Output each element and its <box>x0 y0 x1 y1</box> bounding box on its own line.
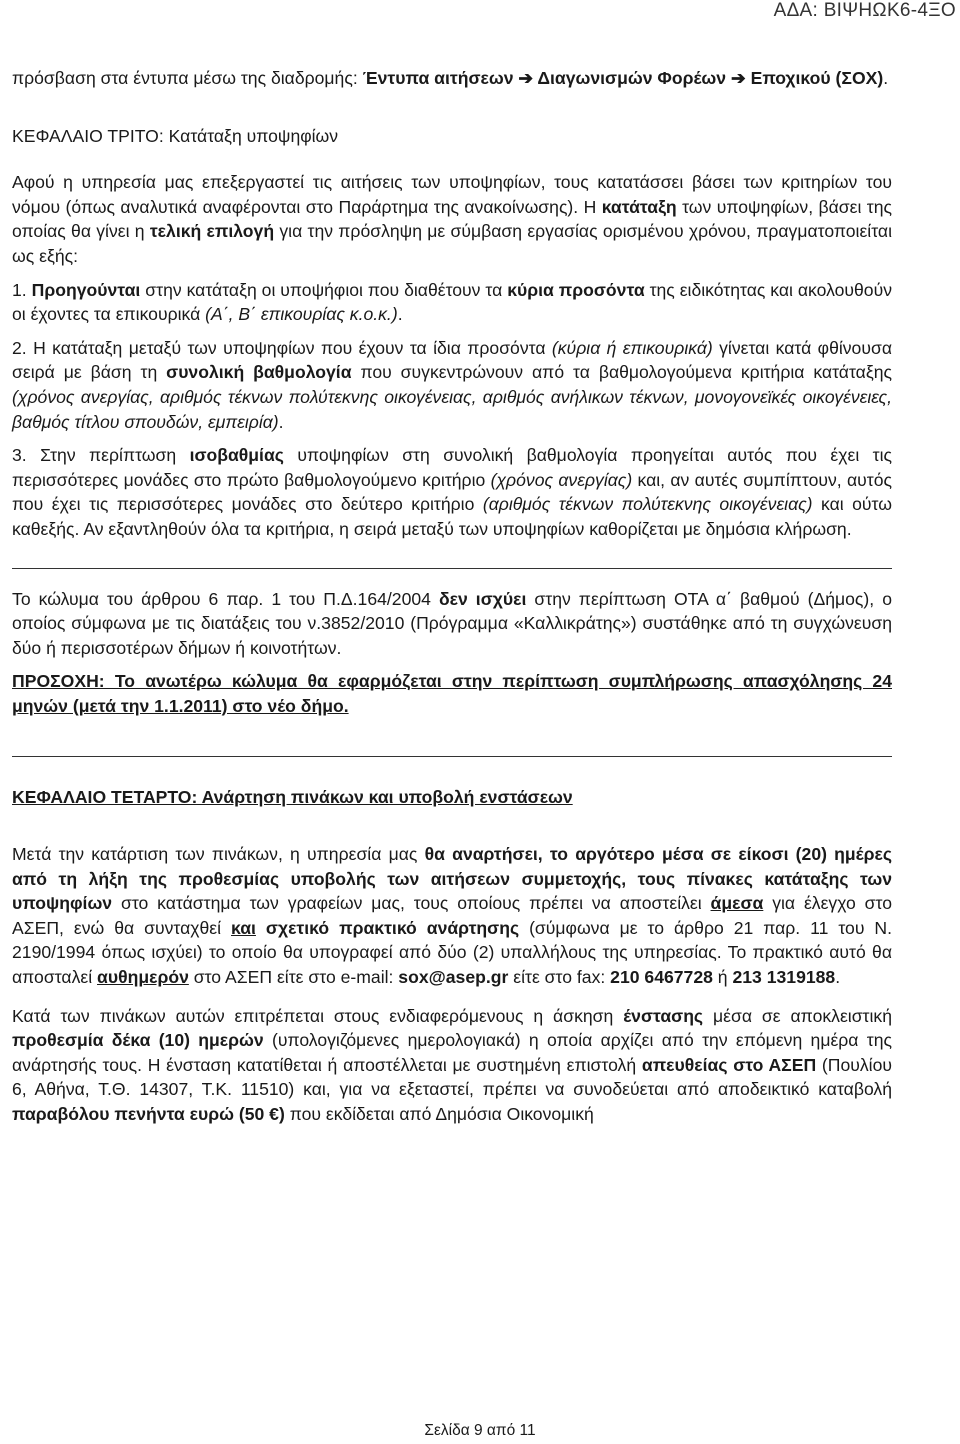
notice-box <box>12 568 892 719</box>
intro-paragraph: πρόσβαση στα έντυπα μέσω της διαδρομής: Έντυπα αιτήσεων ➔ Διαγωνισμών Φορέων ➔ Εποχικού (ΣΟΧ). <box>12 68 889 88</box>
chapter-4-paragraph-2: Κατά των πινάκων αυτών επιτρέπεται στους ενδιαφερόμενους η άσκηση ένστασης μέσα σε αποκλειστική προθεσμία δέκα (10) ημερών (υπολογιζόμενες ημερολογιακά) η οποία αρχίζει από την επόμενη ημέρα της ανάρτησής τους. Η ένσταση κατατίθεται ή αποστέλλεται με συστημένη επιστολή απευθείας στο ΑΣΕΠ (Πουλίου 6, Αθήνα, Τ.Θ. 14307, Τ.Κ. 11510) και, για να εξεταστεί, πρέπει να συνοδεύεται από αποδεικτικό καταβολή παραβόλου πενήντα ευρώ (50 €) που εκδίδεται από Δημόσια Οικονομική <box>12 1005 892 1124</box>
chapter-4-paragraph-1: Μετά την κατάρτιση των πινάκων, η υπηρεσία μας θα αναρτήσει, το αργότερο μέσα σε είκοσι (20) ημέρες από τη λήξη της προθεσμίας υποβολής των αιτήσεων συμμετοχής, τους πίνακες κατάταξης των υποψηφίων στο κατάστημα των γραφείων μας, τους οποίους πρέπει να αποστείλει άμεσα για έλεγχο στο ΑΣΕΠ, ενώ θα συνταχθεί και σχετικό πρακτικό ανάρτησης (σύμφωνα με το άρθρο 21 παρ. 11 του Ν. 2190/1994 όπως ισχύει) το οποίο θα υπογραφεί από δύο (2) υπαλλήλους της υπηρεσίας. Το πρακτικό αυτό θα αποσταλεί αυθημερόν στο ΑΣΕΠ είτε στο e-mail: sox@asep.gr είτε στο fax: 210 6467728 ή 213 1319188. <box>12 844 893 988</box>
chapter-4-section <box>12 756 892 1126</box>
criteria-item-3: 3. Στην περίπτωση ισοβαθμίας υποψηφίων στη συνολική βαθμολογία προηγείται αυτός που έχει τις περισσότερες μονάδες στο πρώτο βαθμολογούμενο κριτήριο (χρόνος ανεργίας) και, αν αυτές συμπίπτουν, αυτός που έχει τις περισσότερες μονάδες στο δεύτερο κριτήριο (αριθμός τέκνων πολύτεκνης οικογένειας) και ούτω καθεξής. Αν εξαντληθούν όλα τα κριτήρια, η σειρά μεταξύ των υποψηφίων καθορίζεται με δημόσια κλήρωση. <box>12 445 892 539</box>
arrow-icon: ➔ <box>513 68 538 88</box>
path-competitions: Διαγωνισμών Φορέων <box>537 68 727 88</box>
chapter-3-paragraph: Αφού η υπηρεσία μας επεξεργαστεί τις αιτήσεις των υποψηφίων, τους κατατάσσει βάσει των κριτηρίων του νόμου (όπως αναλυτικά αναφέρονται στο Παράρτημα της ανακοίνωσης). Η κατάταξη των υποψηφίων, βάσει της οποίας θα γίνει η τελική επιλογή για την πρόσληψη με σύμβαση εργασίας ορισμένου χρόνου, πραγματοποιείται ως εξής: <box>12 172 893 266</box>
criteria-item-2: 2. Η κατάταξη μεταξύ των υποψηφίων που έχουν τα ίδια προσόντα (κύρια ή επικουρικά) γίνεται κατά φθίνουσα σειρά με βάση τη συνολική βαθμολογία που συγκεντρώνουν από τα βαθμολογούμενα κριτήρια κατάταξης (χρόνος ανεργίας, αριθμός τέκνων πολύτεκνης οικογένειας, αριθμός ανήλικων τέκνων, μονογονεϊκές οικογένειες, βαθμός τίτλου σπουδών, εμπειρία). <box>12 337 892 432</box>
ada-code: ΑΔΑ: ΒΙΨΗΩΚ6-4ΞΟ <box>773 0 956 21</box>
email-address: sox@asep.gr <box>398 967 509 988</box>
path-forms: Έντυπα αιτήσεων <box>362 68 514 88</box>
criteria-item-1: 1. Προηγούνται στην κατάταξη οι υποψήφιοι που διαθέτουν τα κύρια προσόντα της ειδικότητας και ακολουθούν οι έχοντες τα επικουρικά (Α΄, Β΄ επικουρίας κ.ο.κ.). <box>12 279 893 325</box>
path-seasonal: Εποχικού (ΣΟΧ) <box>750 68 884 88</box>
document-body <box>12 66 892 1127</box>
notice-paragraph: Το κώλυμα του άρθρου 6 παρ. 1 του Π.Δ.164/2004 δεν ισχύει στην περίπτωση ΟΤΑ α΄ βαθμού (Δήμος), ο οποίος σύμφωνα με τις διατάξεις του ν.3852/2010 (Πρόγραμμα «Καλλικράτης») συστάθηκε από τη συγχώνευση δύο ή περισσοτέρων δήμων ή κοινοτήτων. <box>12 588 892 658</box>
chapter-3-title: ΚΕΦΑΛΑΙΟ ΤΡΙΤΟ: Κατάταξη υποψηφίων <box>12 125 339 146</box>
arrow-icon: ➔ <box>726 68 751 88</box>
page-number: Σελίδα 9 από 11 <box>424 1422 536 1439</box>
chapter-4-title: ΚΕΦΑΛΑΙΟ ΤΕΤΑΡΤΟ: Ανάρτηση πινάκων και υποβολή ενστάσεων <box>12 787 573 808</box>
attention-paragraph: ΠΡΟΣΟΧΗ: Το ανωτέρω κώλυμα θα εφαρμόζεται στην περίπτωση συμπλήρωσης απασχόλησης 24 μηνών (μετά την 1.1.2011) στο νέο δήμο. <box>12 671 892 716</box>
